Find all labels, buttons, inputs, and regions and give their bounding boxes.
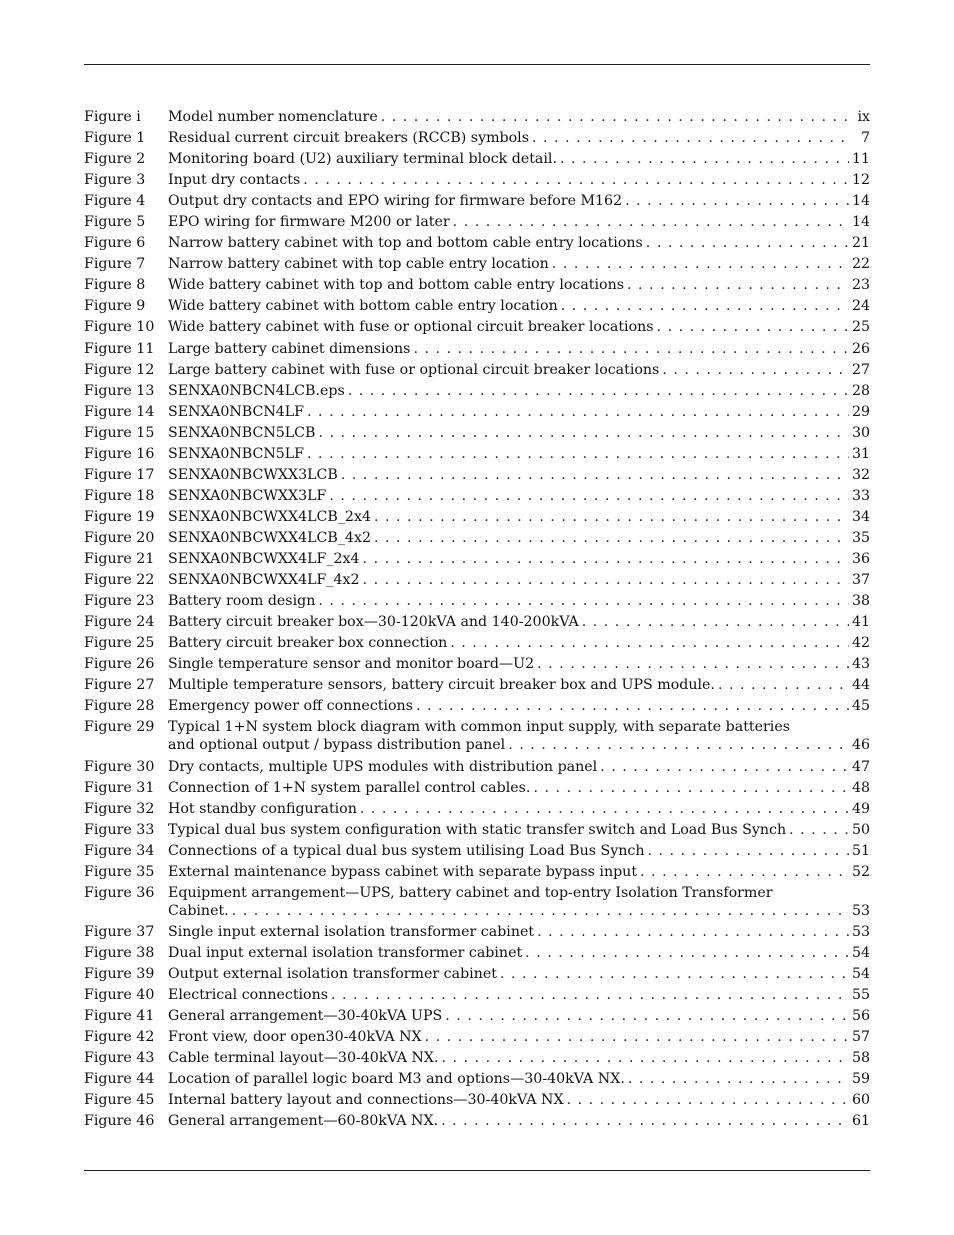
toc-entry[interactable] xyxy=(84,318,870,339)
dot-leader xyxy=(567,1091,849,1109)
page-number: 29 xyxy=(851,403,870,420)
figure-title: SENXA0NBCWXX4LCB_4x2 xyxy=(168,529,371,546)
toc-entry[interactable] xyxy=(84,1028,870,1049)
dot-leader xyxy=(628,1070,849,1088)
figure-label: Figure 22 xyxy=(84,572,155,589)
figure-label: Figure 39 xyxy=(84,966,155,983)
figure-title: Wide battery cabinet with fuse or optional circuit breaker locations xyxy=(168,319,654,336)
figure-label: Figure 26 xyxy=(84,656,155,673)
dot-leader xyxy=(627,276,849,294)
toc-entry[interactable] xyxy=(84,445,870,466)
figure-title: Typical 1+N system block diagram with common input supply, with separate batteries xyxy=(168,719,791,736)
toc-entry[interactable] xyxy=(84,1112,870,1133)
toc-entry[interactable] xyxy=(84,1091,870,1112)
toc-entry[interactable] xyxy=(84,779,870,800)
dot-leader xyxy=(657,318,849,336)
figure-label: Figure 14 xyxy=(84,403,155,420)
dot-leader xyxy=(537,655,849,673)
page-number: 27 xyxy=(851,361,870,378)
figure-title: Electrical connections xyxy=(168,987,329,1004)
figure-title: SENXA0NBCN5LCB xyxy=(168,424,316,441)
page-number: 38 xyxy=(851,593,870,610)
dot-leader xyxy=(348,382,849,400)
figure-title: Wide battery cabinet with top and bottom cable entry locations xyxy=(168,277,625,294)
page-number: 44 xyxy=(851,677,870,694)
toc-entry[interactable] xyxy=(84,571,870,592)
page-number: 33 xyxy=(851,487,870,504)
figure-label: Figure 19 xyxy=(84,508,155,525)
figure-label: Figure 5 xyxy=(84,214,146,231)
page-number: 61 xyxy=(851,1113,870,1130)
figure-label: Figure 1 xyxy=(84,130,146,147)
dot-leader xyxy=(789,821,849,839)
page-number: 21 xyxy=(851,235,870,252)
toc-entry[interactable] xyxy=(84,655,870,676)
figure-label: Figure 42 xyxy=(84,1029,155,1046)
figure-title: Connections of a typical dual bus system utilising Load Bus Synch xyxy=(168,842,645,859)
toc-entry[interactable] xyxy=(84,171,870,192)
toc-entry[interactable] xyxy=(84,129,870,150)
toc-entry[interactable] xyxy=(84,403,870,424)
figure-title: SENXA0NBCWXX4LCB_2x4 xyxy=(168,508,371,525)
toc-entry[interactable] xyxy=(84,487,870,508)
dot-leader xyxy=(525,944,849,962)
figure-label: Figure 30 xyxy=(84,758,155,775)
page-number: 35 xyxy=(851,529,870,546)
figure-title: Large battery cabinet with fuse or optional circuit breaker locations xyxy=(168,361,660,378)
figure-label: Figure 7 xyxy=(84,256,146,273)
figure-label: Figure 28 xyxy=(84,698,155,715)
figure-label: Figure 33 xyxy=(84,821,155,838)
dot-leader xyxy=(647,842,848,860)
dot-leader xyxy=(441,1112,849,1130)
figure-label: Figure 34 xyxy=(84,842,155,859)
figure-title: External maintenance bypass cabinet with separate bypass input xyxy=(168,863,638,880)
page-number: 55 xyxy=(851,987,870,1004)
figure-title: Input dry contacts xyxy=(168,172,301,189)
dot-leader xyxy=(646,234,849,252)
figure-label: Figure 16 xyxy=(84,445,155,462)
page-number: 32 xyxy=(851,466,870,483)
figure-label: Figure 8 xyxy=(84,277,146,294)
figure-title: General arrangement—30-40kVA UPS xyxy=(168,1008,443,1025)
toc-entry[interactable] xyxy=(84,1007,870,1028)
figure-title: Single input external isolation transformer cabinet xyxy=(168,924,535,941)
figure-title: Monitoring board (U2) auxiliary terminal block detail. xyxy=(168,151,557,168)
dot-leader xyxy=(360,800,849,818)
toc-entry[interactable] xyxy=(84,276,870,297)
toc-entry[interactable] xyxy=(84,234,870,255)
page-number: 14 xyxy=(851,193,870,210)
dot-leader xyxy=(560,150,849,168)
figure-title: Dual input external isolation transformer cabinet xyxy=(168,945,523,962)
dot-leader xyxy=(413,340,848,358)
toc-entry[interactable] xyxy=(84,1049,870,1070)
toc-entry[interactable] xyxy=(84,424,870,445)
dot-leader xyxy=(625,192,849,210)
dot-leader xyxy=(329,487,849,505)
toc-entry[interactable] xyxy=(84,150,870,171)
toc-entry[interactable] xyxy=(84,863,870,884)
figure-label: Figure 45 xyxy=(84,1092,155,1109)
toc-entry[interactable] xyxy=(84,192,870,213)
figure-title: Hot standby configuration xyxy=(168,800,357,817)
page-number: 48 xyxy=(851,779,870,796)
figure-label: Figure 21 xyxy=(84,550,155,567)
page-number: 58 xyxy=(851,1050,870,1067)
figure-title: Emergency power off connections xyxy=(168,698,413,715)
figure-label: Figure 43 xyxy=(84,1050,155,1067)
page-number: 7 xyxy=(860,130,870,147)
figure-title: Cable terminal layout—30-40kVA NX. xyxy=(168,1050,439,1067)
toc-entry[interactable] xyxy=(84,592,870,613)
figure-title: SENXA0NBCWXX4LF_4x2 xyxy=(168,572,360,589)
dot-leader xyxy=(453,213,849,231)
figure-title: EPO wiring for firmware M200 or later xyxy=(168,214,450,231)
page-number: 54 xyxy=(851,945,870,962)
toc-entry[interactable] xyxy=(84,821,870,842)
page-number: 46 xyxy=(851,737,870,754)
page-number: 37 xyxy=(851,572,870,589)
page-number: 53 xyxy=(851,924,870,941)
dot-leader xyxy=(307,445,849,463)
figure-title: Narrow battery cabinet with top and bottom cable entry locations xyxy=(168,235,643,252)
page-number: ix xyxy=(857,109,870,125)
dot-leader xyxy=(341,466,849,484)
dot-leader xyxy=(582,613,849,631)
page-number: 30 xyxy=(851,424,870,441)
toc-entry[interactable] xyxy=(84,944,870,965)
figure-label: Figure 18 xyxy=(84,487,155,504)
figure-title: Dry contacts, multiple UPS modules with distribution panel xyxy=(168,758,598,775)
figure-title: SENXA0NBCWXX3LF xyxy=(168,487,327,504)
figure-title: Battery room design xyxy=(168,593,316,610)
page-number: 49 xyxy=(851,800,870,817)
page-number: 42 xyxy=(851,635,870,652)
figure-title: SENXA0NBCWXX4LF_2x4 xyxy=(168,550,360,567)
figure-label: Figure 23 xyxy=(84,593,155,610)
figure-title: Large battery cabinet dimensions xyxy=(168,340,411,357)
page-number: 60 xyxy=(851,1092,870,1109)
figure-label: Figure 3 xyxy=(84,172,146,189)
figure-label: Figure 31 xyxy=(84,779,155,796)
dot-leader xyxy=(442,1049,849,1067)
page-number: 22 xyxy=(851,256,870,273)
dot-leader xyxy=(640,863,849,881)
page-number: 59 xyxy=(851,1071,870,1088)
toc-entry[interactable] xyxy=(84,340,870,361)
figure-title: SENXA0NBCN5LF xyxy=(168,445,305,462)
figure-title: Output dry contacts and EPO wiring for firmware before M162 xyxy=(168,193,623,210)
dot-leader xyxy=(600,758,849,776)
toc-entry[interactable] xyxy=(84,758,870,779)
page-number: 14 xyxy=(851,214,870,231)
figure-title-continued: and optional output / bypass distribution panel xyxy=(168,737,506,754)
figure-title: SENXA0NBCWXX3LCB xyxy=(168,466,338,483)
dot-leader xyxy=(718,676,849,694)
page-number: 54 xyxy=(851,966,870,983)
figure-title: Internal battery layout and connections—30-40kVA NX xyxy=(168,1092,564,1109)
dot-leader xyxy=(561,297,849,315)
figure-label: Figure 15 xyxy=(84,424,155,441)
figure-label: Figure 13 xyxy=(84,382,155,399)
toc-entry[interactable] xyxy=(84,923,870,944)
dot-leader xyxy=(450,634,849,652)
page-number: 50 xyxy=(851,821,870,838)
dot-leader xyxy=(533,779,849,797)
figure-title: Residual current circuit breakers (RCCB) symbols xyxy=(168,130,529,147)
figure-label: Figure 40 xyxy=(84,987,155,1004)
page-number: 53 xyxy=(851,902,870,919)
figure-title: Typical dual bus system configuration with static transfer switch and Load Bus Synch xyxy=(168,821,787,838)
figure-label: Figure 29 xyxy=(84,719,155,736)
page-number: 43 xyxy=(851,656,870,673)
figure-label: Figure 12 xyxy=(84,361,155,378)
figure-label: Figure 32 xyxy=(84,800,155,817)
page-number: 51 xyxy=(851,842,870,859)
dot-leader xyxy=(500,965,849,983)
toc-entry[interactable] xyxy=(84,718,870,757)
page-number: 25 xyxy=(851,319,870,336)
figure-label: Figure 4 xyxy=(84,193,146,210)
toc-entry[interactable] xyxy=(84,213,870,234)
toc-entry[interactable] xyxy=(84,884,870,923)
dot-leader xyxy=(662,361,849,379)
toc-entry[interactable] xyxy=(84,382,870,403)
page-number: 56 xyxy=(851,1008,870,1025)
page-number: 47 xyxy=(851,758,870,775)
toc-entry[interactable] xyxy=(84,634,870,655)
page-number: 11 xyxy=(851,151,870,168)
figure-title: General arrangement—60-80kVA NX. xyxy=(168,1113,439,1130)
dot-leader xyxy=(232,902,849,920)
toc-entry[interactable] xyxy=(84,986,870,1007)
figure-label: Figure 20 xyxy=(84,529,155,546)
figure-title: Narrow battery cabinet with top cable entry location xyxy=(168,256,549,273)
figure-title: SENXA0NBCN4LCB.eps xyxy=(168,382,345,399)
dot-leader xyxy=(508,736,849,754)
dot-leader xyxy=(363,550,849,568)
figure-label: Figure 6 xyxy=(84,235,146,252)
page-number: 12 xyxy=(851,172,870,189)
figure-label: Figure 27 xyxy=(84,677,155,694)
figure-title: Equipment arrangement—UPS, battery cabinet and top-entry Isolation Transformer xyxy=(168,884,773,901)
page-number: 24 xyxy=(851,298,870,315)
page-number: 23 xyxy=(851,277,870,294)
dot-leader xyxy=(425,1028,849,1046)
figure-label: Figure 25 xyxy=(84,635,155,652)
figure-label: Figure 9 xyxy=(84,298,146,315)
toc-entry[interactable] xyxy=(84,255,870,276)
toc-entry[interactable] xyxy=(84,697,870,718)
figure-label: Figure 37 xyxy=(84,924,155,941)
toc-entry[interactable] xyxy=(84,508,870,529)
figure-label: Figure 17 xyxy=(84,466,155,483)
figure-title: Wide battery cabinet with bottom cable entry location xyxy=(168,298,558,315)
dot-leader xyxy=(318,424,848,442)
toc-entry[interactable] xyxy=(84,297,870,318)
page-number: 26 xyxy=(851,340,870,357)
toc-entry[interactable] xyxy=(84,1070,870,1091)
dot-leader xyxy=(331,986,849,1004)
figure-title: Location of parallel logic board M3 and options—30-40kVA NX. xyxy=(168,1071,625,1088)
dot-leader xyxy=(318,592,849,610)
figure-label: Figure 46 xyxy=(84,1113,155,1130)
figure-title: Front view, door open30-40kVA NX xyxy=(168,1029,422,1046)
figure-title: Battery circuit breaker box connection xyxy=(168,635,448,652)
dot-leader xyxy=(374,529,849,547)
list-of-figures xyxy=(84,108,870,1133)
figure-title: Battery circuit breaker box—30-120kVA and 140-200kVA xyxy=(168,614,579,631)
toc-entry[interactable] xyxy=(84,965,870,986)
figure-title-continued: Cabinet. xyxy=(168,902,229,919)
figure-title: Model number nomenclature xyxy=(168,109,378,125)
toc-entry[interactable] xyxy=(84,108,870,129)
page-number: 57 xyxy=(851,1029,870,1046)
dot-leader xyxy=(552,255,849,273)
toc-entry[interactable] xyxy=(84,800,870,821)
figure-label: Figure 35 xyxy=(84,863,155,880)
dot-leader xyxy=(307,403,849,421)
figure-label: Figure 41 xyxy=(84,1008,155,1025)
figure-title: SENXA0NBCN4LF xyxy=(168,403,305,420)
page-number: 36 xyxy=(851,550,870,567)
figure-label: Figure 11 xyxy=(84,340,155,357)
header-rule xyxy=(84,64,870,65)
page-number: 45 xyxy=(851,698,870,715)
toc-entry[interactable] xyxy=(84,466,870,487)
toc-entry[interactable] xyxy=(84,550,870,571)
figure-label: Figure 38 xyxy=(84,945,155,962)
dot-leader xyxy=(416,697,849,715)
dot-leader xyxy=(445,1007,849,1025)
figure-label: Figure 10 xyxy=(84,319,155,336)
toc-entry[interactable] xyxy=(84,613,870,634)
figure-title: Single temperature sensor and monitor board—U2 xyxy=(168,656,535,673)
toc-entry[interactable] xyxy=(84,676,870,697)
dot-leader xyxy=(303,171,849,189)
dot-leader xyxy=(532,129,851,147)
figure-title: Output external isolation transformer cabinet xyxy=(168,966,497,983)
figure-title: Connection of 1+N system parallel control cables. xyxy=(168,779,531,796)
figure-label: Figure i xyxy=(84,109,141,125)
page-number: 28 xyxy=(851,382,870,399)
dot-leader xyxy=(374,508,849,526)
page-number: 41 xyxy=(851,614,870,631)
page-number: 34 xyxy=(851,508,870,525)
figure-label: Figure 24 xyxy=(84,614,155,631)
dot-leader xyxy=(363,571,849,589)
figure-label: Figure 36 xyxy=(84,884,155,901)
dot-leader xyxy=(537,923,849,941)
figure-title: Multiple temperature sensors, battery circuit breaker box and UPS module. xyxy=(168,677,715,694)
toc-entry[interactable] xyxy=(84,842,870,863)
figure-label: Figure 44 xyxy=(84,1071,155,1088)
dot-leader xyxy=(381,108,851,126)
page-number: 31 xyxy=(851,445,870,462)
toc-entry[interactable] xyxy=(84,529,870,550)
toc-entry[interactable] xyxy=(84,361,870,382)
footer-rule xyxy=(84,1170,870,1171)
figure-label: Figure 2 xyxy=(84,151,146,168)
page-number: 52 xyxy=(851,863,870,880)
